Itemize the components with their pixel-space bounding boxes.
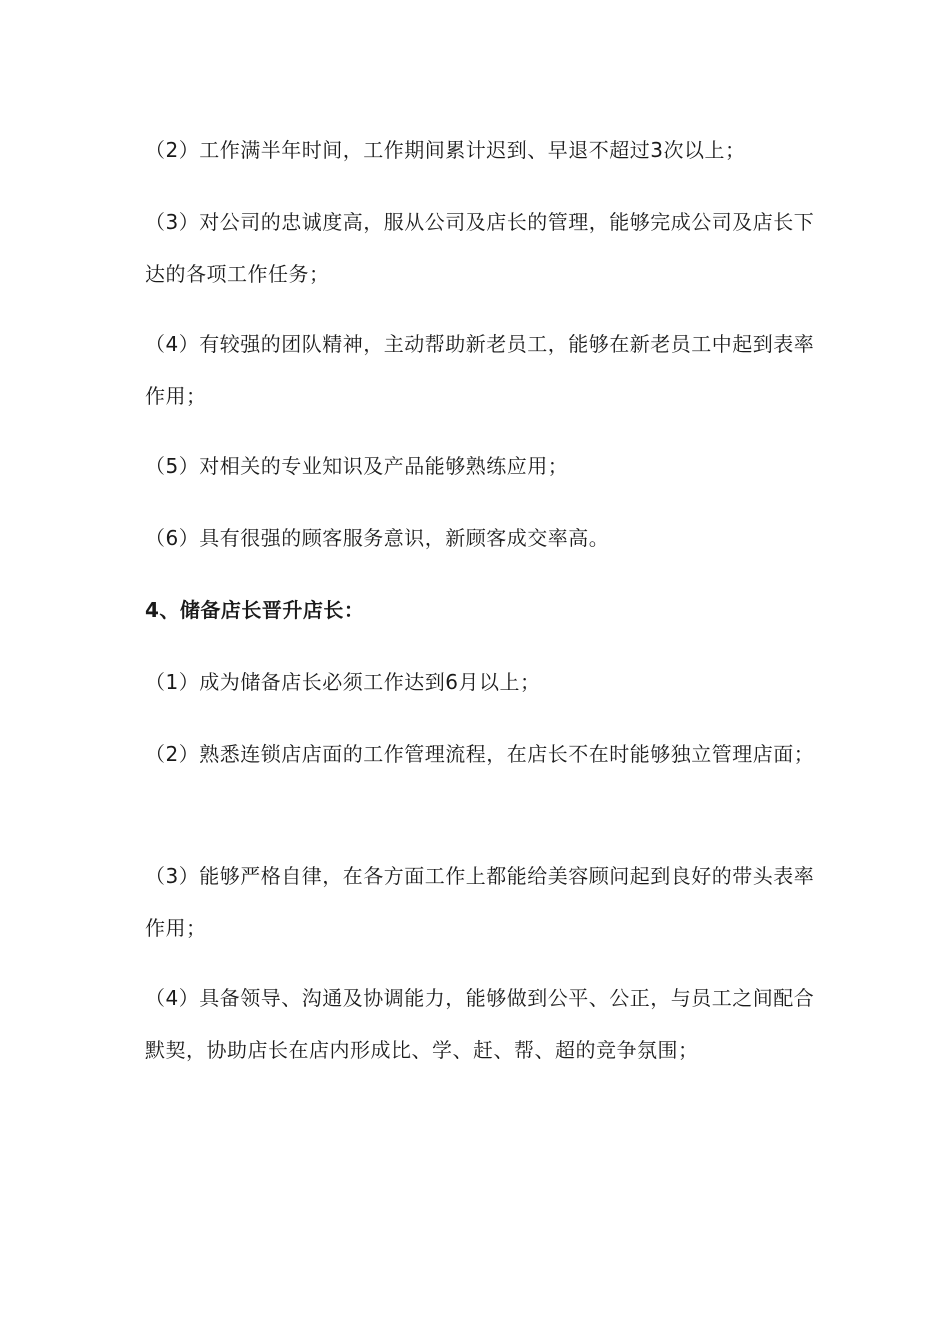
- paragraph-item-1-tenure: （1）成为储备店长必须工作达到6月以上；: [145, 670, 541, 694]
- paragraph-item-4-leadership: （4）具备领导、沟通及协调能力，能够做到公平、公正，与员工之间配合默契，协助店长在店内形成比、学、赶、帮、超的竞争氛围；: [145, 986, 815, 1062]
- paragraph-item-4-teamwork: （4）有较强的团队精神，主动帮助新老员工，能够在新老员工中起到表率作用；: [145, 332, 815, 408]
- paragraph-item-5-knowledge: （5）对相关的专业知识及产品能够熟练应用；: [145, 454, 569, 478]
- paragraph-item-3-loyalty: （3）对公司的忠诚度高，服从公司及店长的管理，能够完成公司及店长下达的各项工作任务；: [145, 210, 815, 286]
- section-heading: 4、储备店长晋升店长：: [145, 598, 365, 622]
- paragraph-item-2-attendance: （2）工作满半年时间，工作期间累计迟到、早退不超过3次以上；: [145, 138, 746, 162]
- paragraph-item-6-service: （6）具有很强的顾客服务意识，新顾客成交率高。: [145, 526, 610, 550]
- paragraph-item-2-process: （2）熟悉连锁店店面的工作管理流程，在店长不在时能够独立管理店面；: [145, 742, 815, 766]
- paragraph-item-3-discipline: （3）能够严格自律，在各方面工作上都能给美容顾问起到良好的带头表率作用；: [145, 864, 815, 940]
